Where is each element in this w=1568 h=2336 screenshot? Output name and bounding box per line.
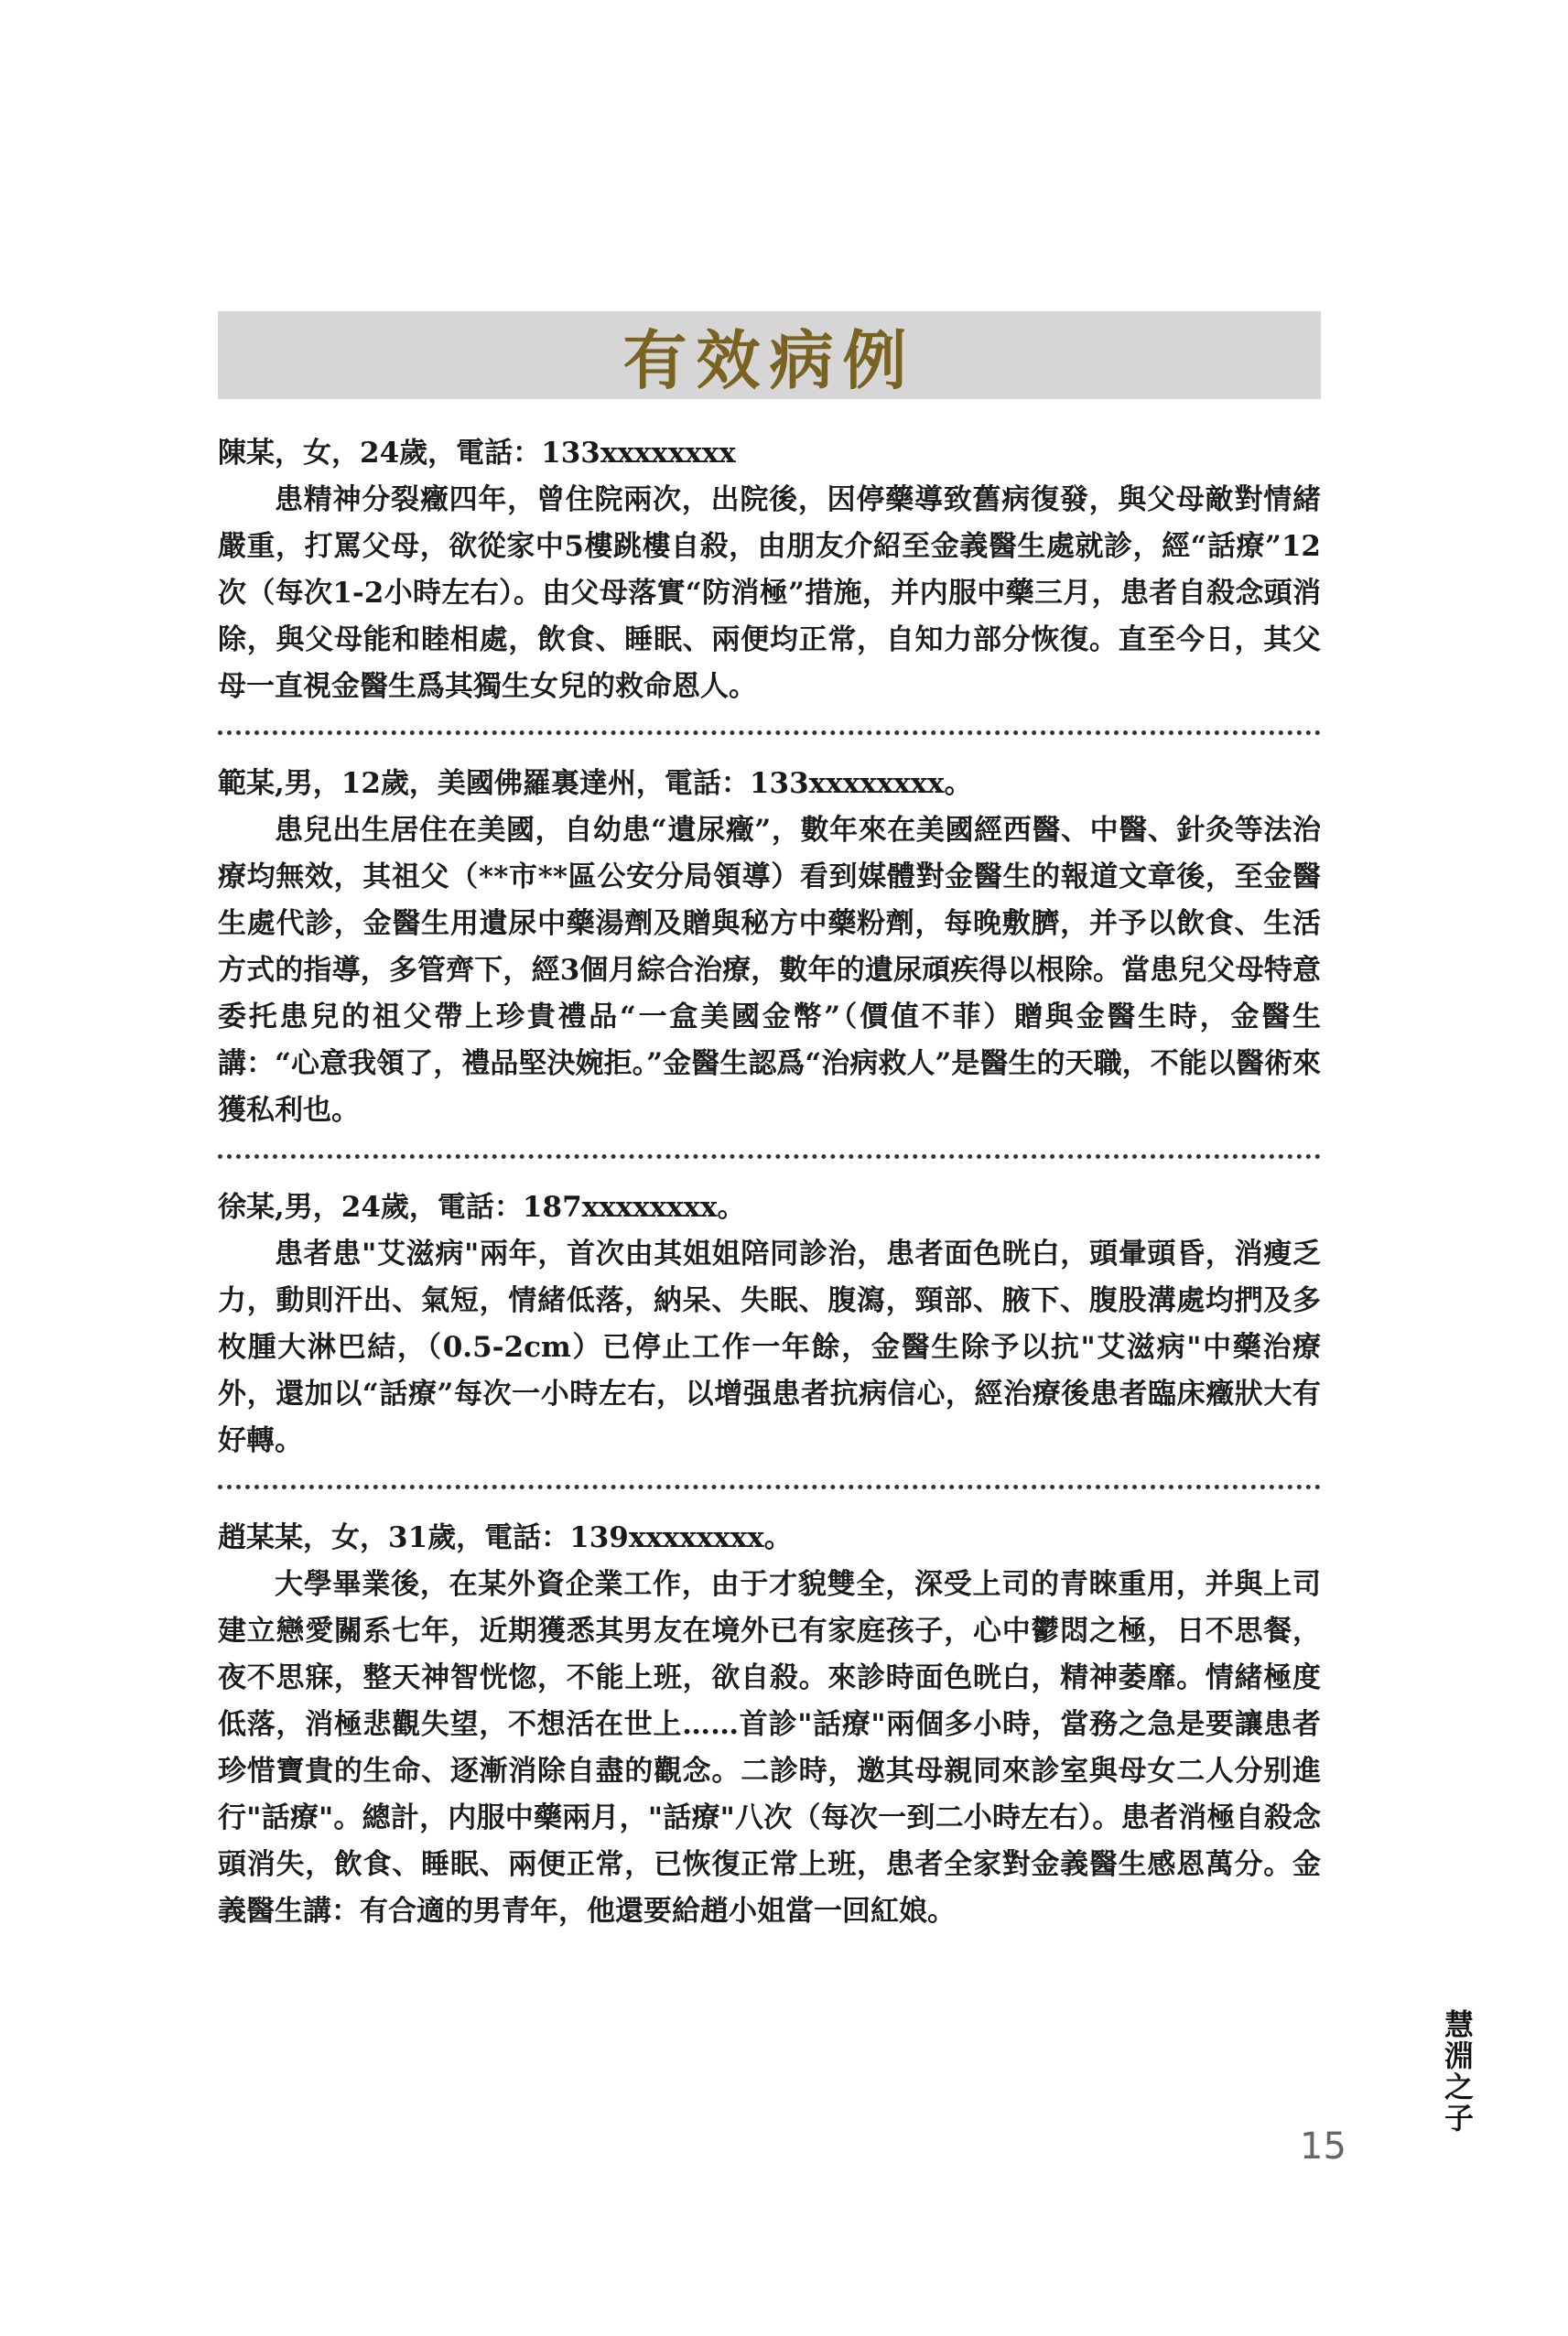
case-entry	[218, 1184, 1321, 1465]
page-number: 15	[1300, 2125, 1346, 2168]
case-description: 大學畢業後，在某外資企業工作，由于才貌雙全，深受上司的青睞重用，并與上司建立戀愛關系七年，近期獲悉其男友在境外已有家庭孩子，心中鬱悶之極，日不思餐，夜不思寐，整天神智恍惚，不能上班，欲自殺。來診時面色晄白，精神萎靡。情緒極度低落，消極悲觀失望，不想活在世上……首診"話療"兩個多小時，當務之急是要讓患者珍惜寶貴的生命、逐漸消除自盡的觀念。二診時，邀其母親同來診室與母女二人分别進行"話療"。總計，内服中藥兩月，"話療"八次（每次一到二小時左右）。患者消極自殺念頭消失，飲食、睡眠、兩便正常，已恢復正常上班，患者全家對金義醫生感恩萬分。金義醫生講：有合適的男青年，他還要給趙小姐當一回紅娘。	[218, 1568, 1321, 1928]
section-title: 有效病例	[622, 321, 916, 398]
case-list	[218, 430, 1321, 1935]
case-header: 範某,男，12歲，美國佛羅裏達州，電話：133xxxxxxxx。	[218, 767, 973, 800]
dotted-divider	[218, 1154, 1321, 1159]
case-description: 患精神分裂癥四年，曾住院兩次，出院後，因停藥導致舊病復發，與父母敵對情緒嚴重，打罵父母，欲從家中5樓跳樓自殺，由朋友介紹至金義醫生處就診，經“話療”12次（每次1-2小時左右）。由父母落實“防消極”措施，并内服中藥三月，患者自殺念頭消除，與父母能和睦相處，飲食、睡眠、兩便均正常，自知力部分恢復。直至今日，其父母一直視金醫生爲其獨生女兒的救命恩人。	[218, 483, 1321, 703]
case-header: 趙某某，女，31歲，電話：139xxxxxxxx。	[218, 1521, 793, 1554]
case-header: 徐某,男，24歲，電話：187xxxxxxxx。	[218, 1191, 746, 1224]
case-header: 陳某，女，24歲，電話：133xxxxxxxx	[218, 437, 736, 470]
dotted-divider	[218, 730, 1321, 735]
case-description: 患兒出生居住在美國，自幼患“遺尿癥”，數年來在美國經西醫、中醫、針灸等法治療均無效，其祖父（**市**區公安分局領導）看到媒體對金醫生的報道文章後，至金醫生處代診，金醫生用遺尿中藥湯劑及贈與秘方中藥粉劑，每晚敷臍，并予以飲食、生活 方式的指導，多管齊下，經3個月綜合治療，數年的遺尿頑疾得以根除。當患兒父母特意委托患兒的祖父帶上珍貴禮品“一盒美國金幣”（價值不菲）贈與金醫生時，金醫生講：“心意我領了，禮品堅決婉拒。”金醫生認爲“治病救人”是醫生的天職，不能以醫術來獲私利也。	[218, 814, 1321, 1127]
dotted-divider	[218, 1485, 1321, 1489]
case-entry	[218, 761, 1321, 1134]
book-title-vertical: 慧淵之子	[1440, 2009, 1475, 2134]
case-entry	[218, 430, 1321, 710]
case-entry	[218, 1515, 1321, 1935]
section-title-bar	[218, 311, 1321, 399]
case-description: 患者患"艾滋病"兩年，首次由其姐姐陪同診治，患者面色晄白，頭暈頭昏，消瘦乏力，動則汗出、氣短，情緒低落，納呆、失眠、腹瀉，頸部、腋下、腹股溝處均捫及多枚腫大淋巴結，（0.5-2cm）已停止工作一年餘，金醫生除予以抗"艾滋病"中藥治療外，還加以“話療”每次一小時左右，以增强患者抗病信心，經治療後患者臨床癥狀大有好轉。	[218, 1238, 1321, 1457]
